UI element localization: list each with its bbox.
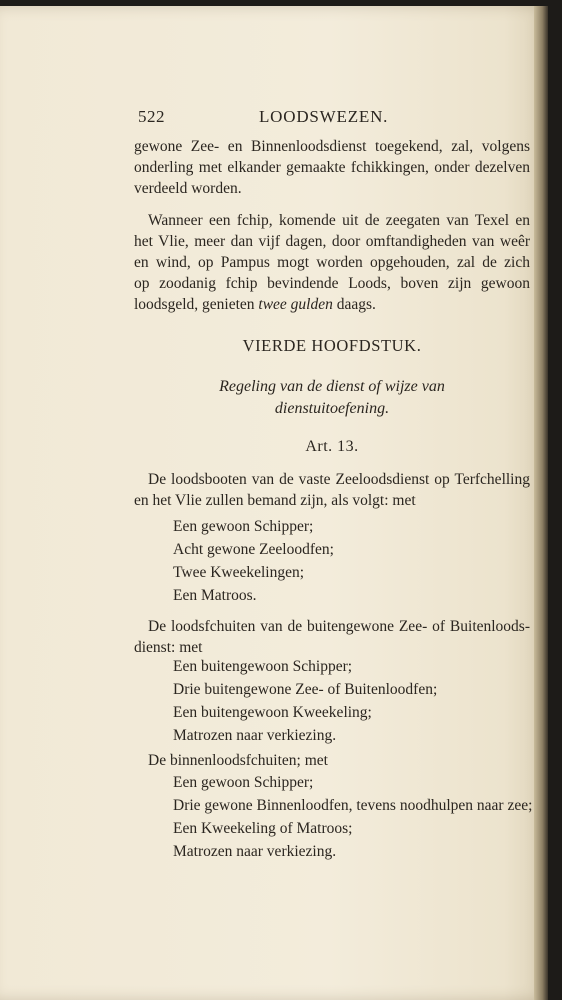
- section-binnen: [134, 750, 544, 771]
- list-item: Twee Kweekelingen;: [173, 564, 305, 581]
- section-buitengewone: [134, 616, 530, 658]
- text-line: De loodsbooten van de vaste Zeeloodsdienst op Terfchelling: [148, 471, 530, 488]
- list-item: Een buitengewoon Schipper;: [173, 658, 353, 675]
- page-header: [138, 107, 530, 131]
- list-item: Matrozen naar verkiezing.: [173, 843, 337, 860]
- chapter-subtitle-line1: Regeling van de dienst of wijze van: [219, 378, 445, 395]
- text-run: daags.: [332, 296, 376, 313]
- list-item: Een Matroos.: [173, 587, 257, 604]
- text-line: gewone Zee- en Binnenloodsdienst toegekend, zal, volgens: [134, 138, 530, 155]
- page-number: 522: [138, 107, 165, 126]
- list-item: Drie buitengewone Zee- of Buitenloodfen;: [173, 681, 438, 698]
- text-run: loodsgeld, genieten: [134, 296, 259, 313]
- text-line: en wind, op Pampus mogt worden opgehouden, zal de zich: [134, 254, 530, 271]
- text-line: onderling met elkander gemaakte fchikkingen, onder dezelven: [134, 159, 530, 176]
- list-item: Een Kweekeling of Matroos;: [173, 820, 353, 837]
- text-line: het Vlie, meer dan vijf dagen, door omftandigheden van weêr: [134, 233, 530, 250]
- paragraph-continuation: [134, 136, 530, 199]
- list-item: Matrozen naar verkiezing.: [173, 727, 337, 744]
- article-title: Art. 13.: [305, 438, 359, 455]
- list-item: Acht gewone Zeeloodfen;: [173, 541, 334, 558]
- article-intro: [134, 469, 530, 511]
- running-title: LOODSWEZEN.: [259, 107, 389, 126]
- paragraph-wanneer: [134, 210, 530, 315]
- text-line: verdeeld worden.: [134, 180, 242, 197]
- text-line: De binnenloodsfchuiten; met: [148, 752, 328, 769]
- list-item: Een gewoon Schipper;: [173, 774, 314, 791]
- text-line: [134, 294, 530, 315]
- list-item: Een gewoon Schipper;: [173, 518, 314, 535]
- text-line: Wanneer een fchip, komende uit de zeegaten van Texel en: [148, 212, 530, 229]
- text-line: De loodsfchuiten van de buitengewone Zee- of Buitenloods-: [148, 618, 530, 635]
- page-gutter: [534, 6, 548, 1000]
- chapter-subtitle-line2: dienstuitoefening.: [274, 400, 390, 417]
- list-item: Een buitengewoon Kweekeling;: [173, 704, 372, 721]
- text-line: op zoodanig fchip bevindende Loods, boven zijn gewoon: [134, 275, 530, 292]
- book-page: [0, 6, 548, 1000]
- italic-amount: twee gulden: [258, 296, 333, 313]
- list-item: Drie gewone Binnenloodfen, tevens noodhulpen naar zee;: [173, 797, 533, 814]
- text-line: dienst: met: [134, 639, 203, 656]
- text-line: en het Vlie zullen bemand zijn, als volgt: met: [134, 492, 416, 509]
- chapter-heading: VIERDE HOOFDSTUK.: [242, 336, 422, 355]
